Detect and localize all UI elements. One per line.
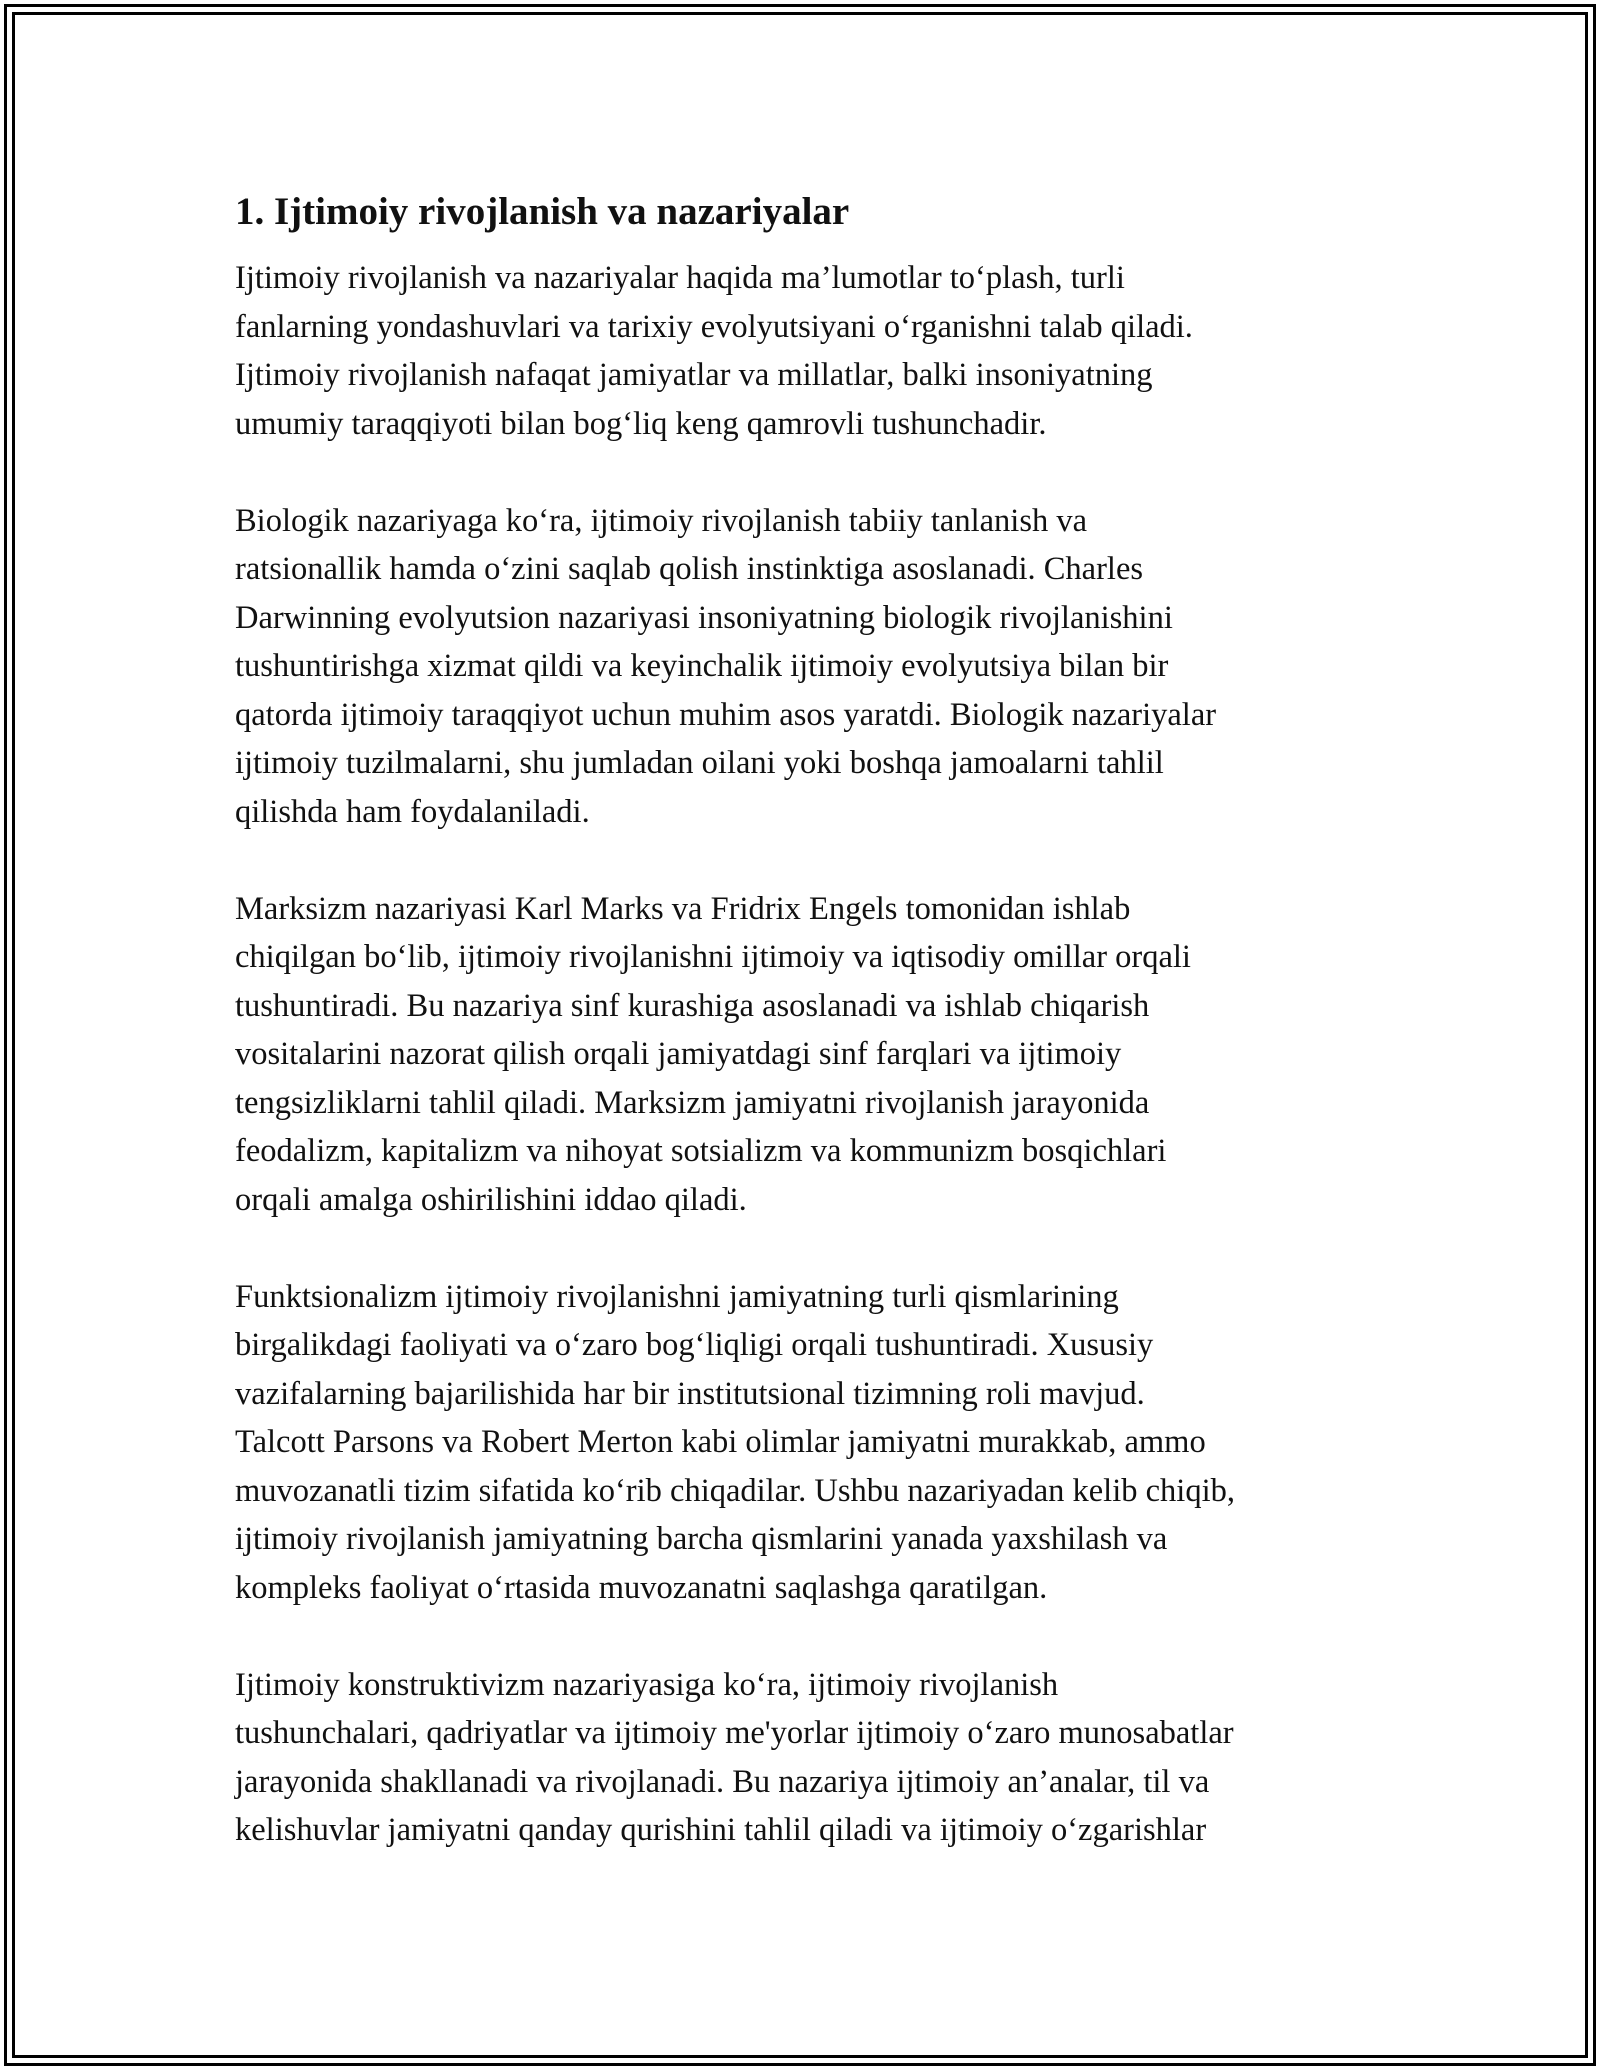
- text-line: feodalizm, kapitalizm va nihoyat sotsializm va kommunizm bosqichlari: [235, 1133, 1167, 1169]
- text-line: birgalikdagi faoliyati va o‘zaro bog‘liqligi orqali tushuntiradi. Xususiy: [235, 1327, 1154, 1363]
- text-line: umumiy taraqqiyoti bilan bog‘liq keng qamrovli tushunchadir.: [235, 405, 1047, 442]
- text-line: vositalarini nazorat qilish orqali jamiyatdagi sinf farqlari va ijtimoiy: [235, 1036, 1122, 1072]
- section-heading: 1. Ijtimoiy rivojlanish va nazariyalar: [235, 190, 850, 233]
- text-line: Ijtimoiy konstruktivizm nazariyasiga ko‘ra, ijtimoiy rivojlanish: [235, 1666, 1059, 1703]
- text-line: tushunchalari, qadriyatlar va ijtimoiy me'yorlar ijtimoiy o‘zaro munosabatlar: [235, 1715, 1234, 1751]
- text-line: orqali amalga oshirilishini iddao qiladi.: [235, 1181, 747, 1218]
- text-line: fanlarning yondashuvlari va tarixiy evolyutsiyani o‘rganishni talab qiladi.: [235, 308, 1193, 345]
- paragraph-marxism-theory: [235, 885, 1375, 1225]
- text-line: ijtimoiy tuzilmalarni, shu jumladan oilani yoki boshqa jamoalarni tahlil: [235, 745, 1164, 781]
- text-line: tushuntirishga xizmat qildi va keyinchalik ijtimoiy evolyutsiya bilan bir: [235, 648, 1169, 684]
- paragraph-biological-theory: [235, 497, 1375, 837]
- text-line: Marksizm nazariyasi Karl Marks va Fridrix Engels tomonidan ishlab: [235, 890, 1131, 927]
- text-line: Talcott Parsons va Robert Merton kabi olimlar jamiyatni murakkab, ammo: [235, 1424, 1206, 1460]
- text-line: qilishda ham foydalaniladi.: [235, 793, 590, 830]
- text-line: ijtimoiy rivojlanish jamiyatning barcha qismlarini yanada yaxshilash va: [235, 1521, 1168, 1557]
- text-line: tengsizliklarni tahlil qiladi. Marksizm jamiyatni rivojlanish jarayonida: [235, 1084, 1150, 1121]
- document-body: [235, 188, 1375, 1903]
- text-line: qatorda ijtimoiy taraqqiyot uchun muhim asos yaratdi. Biologik nazariyalar: [235, 696, 1217, 733]
- text-line: Funktsionalizm ijtimoiy rivojlanishni jamiyatning turli qismlarining: [235, 1278, 1119, 1315]
- text-line: muvozanatli tizim sifatida ko‘rib chiqadilar. Ushbu nazariyadan kelib chiqib,: [235, 1472, 1235, 1509]
- text-line: vazifalarning bajarilishida har bir institutsional tizimning roli mavjud.: [235, 1375, 1145, 1412]
- paragraph-functionalism-theory: [235, 1273, 1375, 1613]
- text-line: tushuntiradi. Bu nazariya sinf kurashiga asoslanadi va ishlab chiqarish: [235, 987, 1150, 1024]
- text-line: Darwinning evolyutsion nazariyasi insoniyatning biologik rivojlanishini: [235, 599, 1173, 636]
- text-line: jarayonida shakllanadi va rivojlanadi. Bu nazariya ijtimoiy an’analar, til va: [235, 1763, 1210, 1800]
- text-line: Ijtimoiy rivojlanish nafaqat jamiyatlar va millatlar, balki insoniyatning: [235, 357, 1153, 393]
- text-line: kelishuvlar jamiyatni qanday qurishini tahlil qiladi va ijtimoiy o‘zgarishlar: [235, 1812, 1207, 1848]
- text-line: ratsionallik hamda o‘zini saqlab qolish instinktiga asoslanadi. Charles: [235, 551, 1144, 587]
- paragraph-constructivism-theory: [235, 1661, 1375, 1855]
- text-line: Ijtimoiy rivojlanish va nazariyalar haqida ma’lumotlar to‘plash, turli: [235, 260, 1125, 296]
- text-line: chiqilgan bo‘lib, ijtimoiy rivojlanishni ijtimoiy va iqtisodiy omillar orqali: [235, 939, 1191, 975]
- paragraph-intro: [235, 254, 1375, 448]
- text-line: Biologik nazariyaga ko‘ra, ijtimoiy rivojlanish tabiiy tanlanish va: [235, 502, 1088, 539]
- text-line: kompleks faoliyat o‘rtasida muvozanatni saqlashga qaratilgan.: [235, 1569, 1048, 1606]
